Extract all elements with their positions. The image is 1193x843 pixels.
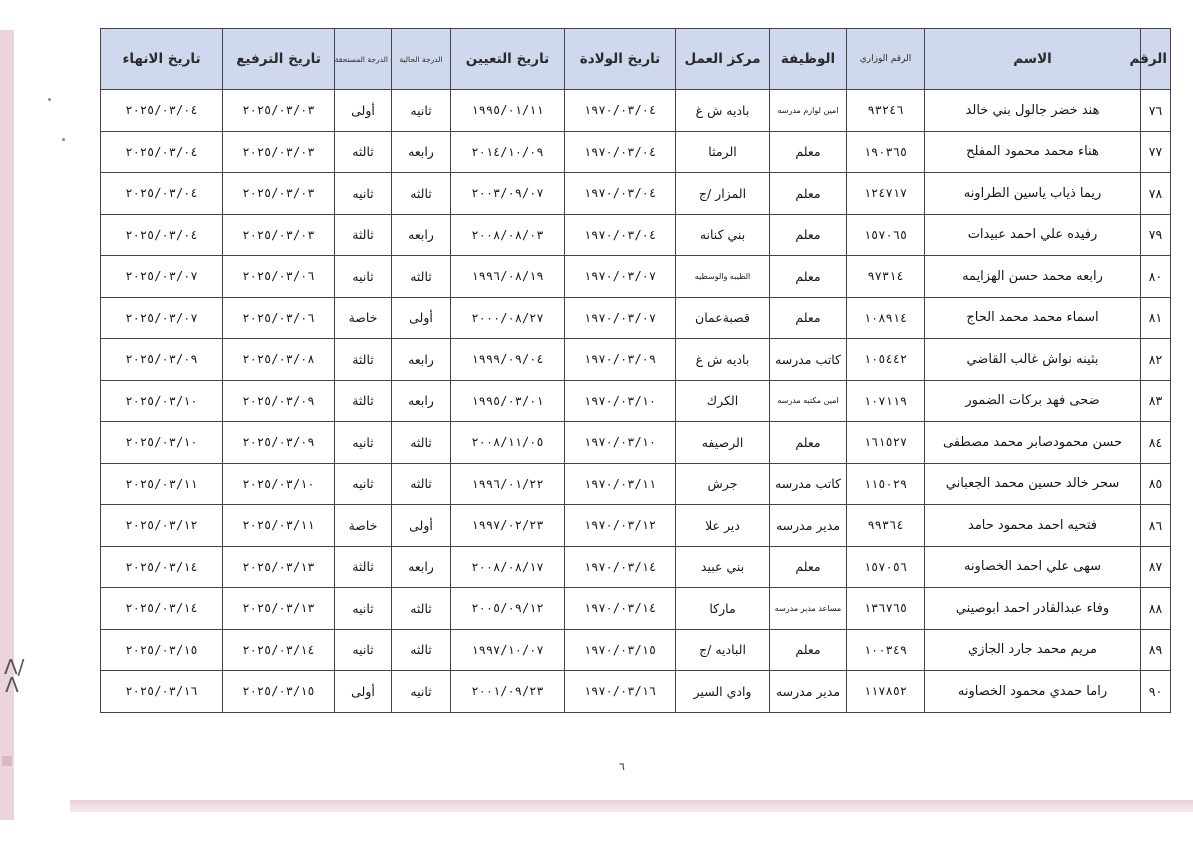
- cell-promotion-date: ٢٠٢٥/٠٣/٠٩: [223, 380, 335, 422]
- cell-job: معلم: [770, 131, 847, 173]
- cell-current-grade: ثالثه: [392, 588, 451, 630]
- cell-promotion-date: ٢٠٢٥/٠٣/١٥: [223, 671, 335, 713]
- cell-national-id: ١١٧٨٥٢: [847, 671, 925, 713]
- cell-promotion-date: ٢٠٢٥/٠٣/٠٨: [223, 339, 335, 381]
- cell-grade-claimed: ثانيه: [335, 629, 392, 671]
- cell-appointment-date: ٢٠٠٨/٠٨/١٧: [451, 546, 565, 588]
- cell-work-center: جرش: [676, 463, 770, 505]
- col-header-seq: الرقم: [1141, 29, 1171, 90]
- cell-national-id: ١١٥٠٢٩: [847, 463, 925, 505]
- cell-seq: ٩٠: [1141, 671, 1171, 713]
- cell-end-date: ٢٠٢٥/٠٣/٠٤: [101, 214, 223, 256]
- cell-current-grade: ثالثه: [392, 463, 451, 505]
- cell-end-date: ٢٠٢٥/٠٣/١٥: [101, 629, 223, 671]
- cell-promotion-date: ٢٠٢٥/٠٣/١٤: [223, 629, 335, 671]
- cell-birth-date: ١٩٧٠/٠٣/٠٤: [565, 173, 676, 215]
- cell-promotion-date: ٢٠٢٥/٠٣/١٠: [223, 463, 335, 505]
- col-header-work-center: مركز العمل: [676, 29, 770, 90]
- table-row: [101, 505, 1171, 547]
- cell-birth-date: ١٩٧٠/٠٣/١٥: [565, 629, 676, 671]
- cell-appointment-date: ٢٠٠١/٠٩/٢٣: [451, 671, 565, 713]
- cell-birth-date: ١٩٧٠/٠٣/١٠: [565, 380, 676, 422]
- cell-promotion-date: ٢٠٢٥/٠٣/٠٩: [223, 422, 335, 464]
- col-header-job: الوظيفة: [770, 29, 847, 90]
- table-row: [101, 546, 1171, 588]
- cell-current-grade: ثالثه: [392, 256, 451, 298]
- cell-end-date: ٢٠٢٥/٠٣/٠٧: [101, 297, 223, 339]
- cell-birth-date: ١٩٧٠/٠٣/٠٧: [565, 297, 676, 339]
- cell-national-id: ١٦١٥٢٧: [847, 422, 925, 464]
- cell-appointment-date: ١٩٩٦/٠٨/١٩: [451, 256, 565, 298]
- cell-grade-claimed: ثالثة: [335, 214, 392, 256]
- table-row: [101, 629, 1171, 671]
- cell-birth-date: ١٩٧٠/٠٣/٠٩: [565, 339, 676, 381]
- cell-grade-claimed: خاصة: [335, 297, 392, 339]
- table-row: [101, 131, 1171, 173]
- col-header-end-date: تاريخ الانهاء: [101, 29, 223, 90]
- cell-work-center: بني عبيد: [676, 546, 770, 588]
- cell-birth-date: ١٩٧٠/٠٣/١٠: [565, 422, 676, 464]
- cell-work-center: الرصيفه: [676, 422, 770, 464]
- col-header-appointment-date: تاريخ التعيين: [451, 29, 565, 90]
- cell-seq: ٨٧: [1141, 546, 1171, 588]
- cell-appointment-date: ١٩٩٩/٠٩/٠٤: [451, 339, 565, 381]
- scan-speck: [62, 138, 65, 141]
- page-shadow: [70, 800, 1193, 812]
- cell-name: اسماء محمد محمد الحاج: [925, 297, 1141, 339]
- cell-current-grade: ثانيه: [392, 90, 451, 132]
- cell-job: معلم: [770, 214, 847, 256]
- cell-work-center: قصبةعمان: [676, 297, 770, 339]
- cell-grade-claimed: ثانيه: [335, 463, 392, 505]
- cell-grade-claimed: أولى: [335, 90, 392, 132]
- cell-name: ضحى فهد بركات الضمور: [925, 380, 1141, 422]
- cell-national-id: ١٣٦٧٦٥: [847, 588, 925, 630]
- col-header-birth-date: تاريخ الولادة: [565, 29, 676, 90]
- cell-promotion-date: ٢٠٢٥/٠٣/٠٣: [223, 173, 335, 215]
- cell-end-date: ٢٠٢٥/٠٣/١٤: [101, 588, 223, 630]
- cell-end-date: ٢٠٢٥/٠٣/٠٤: [101, 90, 223, 132]
- cell-current-grade: رابعه: [392, 214, 451, 256]
- cell-current-grade: رابعه: [392, 131, 451, 173]
- cell-current-grade: أولى: [392, 297, 451, 339]
- cell-job: معلم: [770, 256, 847, 298]
- cell-grade-claimed: ثالثة: [335, 380, 392, 422]
- side-mark-square: [2, 756, 12, 766]
- cell-birth-date: ١٩٧٠/٠٣/١٦: [565, 671, 676, 713]
- cell-name: راما حمدي محمود الخصاونه: [925, 671, 1141, 713]
- cell-grade-claimed: ثالثة: [335, 546, 392, 588]
- cell-job: معلم: [770, 422, 847, 464]
- table-row: [101, 339, 1171, 381]
- cell-national-id: ٩٧٣١٤: [847, 256, 925, 298]
- cell-job: مدير مدرسه: [770, 671, 847, 713]
- cell-appointment-date: ١٩٩٥/٠٣/٠١: [451, 380, 565, 422]
- table-row: [101, 297, 1171, 339]
- cell-end-date: ٢٠٢٥/٠٣/١٠: [101, 380, 223, 422]
- cell-seq: ٨٤: [1141, 422, 1171, 464]
- cell-end-date: ٢٠٢٥/٠٣/٠٤: [101, 173, 223, 215]
- cell-national-id: ١٩٠٣٦٥: [847, 131, 925, 173]
- cell-promotion-date: ٢٠٢٥/٠٣/١١: [223, 505, 335, 547]
- cell-grade-claimed: ثانيه: [335, 422, 392, 464]
- cell-work-center: الرمثا: [676, 131, 770, 173]
- cell-birth-date: ١٩٧٠/٠٣/١٤: [565, 546, 676, 588]
- cell-work-center: الكرك: [676, 380, 770, 422]
- cell-job: امين مكتبه مدرسه: [770, 380, 847, 422]
- cell-name: ريما ذياب ياسين الطراونه: [925, 173, 1141, 215]
- cell-name: بثينه نواش غالب القاضي: [925, 339, 1141, 381]
- cell-national-id: ١٥٧٠٥٦: [847, 546, 925, 588]
- cell-birth-date: ١٩٧٠/٠٣/٠٤: [565, 131, 676, 173]
- cell-end-date: ٢٠٢٥/٠٣/٠٤: [101, 131, 223, 173]
- cell-seq: ٨٥: [1141, 463, 1171, 505]
- cell-current-grade: ثالثه: [392, 422, 451, 464]
- cell-work-center: الطيبه والوسطيه: [676, 256, 770, 298]
- cell-seq: ٧٨: [1141, 173, 1171, 215]
- cell-name: وفاء عبدالقادر احمد ابوصيني: [925, 588, 1141, 630]
- cell-promotion-date: ٢٠٢٥/٠٣/٠٦: [223, 256, 335, 298]
- cell-work-center: باديه ش غ: [676, 90, 770, 132]
- page-number: ٦: [619, 760, 625, 773]
- cell-end-date: ٢٠٢٥/٠٣/١٠: [101, 422, 223, 464]
- cell-job: كاتب مدرسه: [770, 339, 847, 381]
- cell-name: فتحيه احمد محمود حامد: [925, 505, 1141, 547]
- cell-promotion-date: ٢٠٢٥/٠٣/٠٣: [223, 214, 335, 256]
- cell-job: مساعد مدير مدرسه: [770, 588, 847, 630]
- cell-promotion-date: ٢٠٢٥/٠٣/٠٣: [223, 131, 335, 173]
- cell-name: رابعه محمد حسن الهزايمه: [925, 256, 1141, 298]
- cell-current-grade: رابعه: [392, 339, 451, 381]
- cell-job: معلم: [770, 173, 847, 215]
- cell-national-id: ١٠٧١١٩: [847, 380, 925, 422]
- cell-national-id: ١٠٠٣٤٩: [847, 629, 925, 671]
- cell-work-center: المزار /ج: [676, 173, 770, 215]
- cell-birth-date: ١٩٧٠/٠٣/٠٤: [565, 214, 676, 256]
- cell-national-id: ١٢٤٧١٧: [847, 173, 925, 215]
- table-body: [101, 90, 1171, 713]
- scan-speck: [48, 98, 51, 101]
- cell-name: سحر خالد حسين محمد الجعباني: [925, 463, 1141, 505]
- cell-appointment-date: ٢٠٠٥/٠٩/١٢: [451, 588, 565, 630]
- cell-current-grade: ثالثه: [392, 629, 451, 671]
- table-row: [101, 214, 1171, 256]
- cell-end-date: ٢٠٢٥/٠٣/٠٩: [101, 339, 223, 381]
- cell-current-grade: ثانيه: [392, 671, 451, 713]
- col-header-grade-claimed: الدرجة المستحقة: [335, 29, 392, 90]
- cell-national-id: ٩٣٢٤٦: [847, 90, 925, 132]
- cell-promotion-date: ٢٠٢٥/٠٣/٠٣: [223, 90, 335, 132]
- cell-work-center: باديه ش غ: [676, 339, 770, 381]
- col-header-name: الاسم: [925, 29, 1141, 90]
- cell-seq: ٧٦: [1141, 90, 1171, 132]
- table-row: [101, 380, 1171, 422]
- cell-end-date: ٢٠٢٥/٠٣/١٤: [101, 546, 223, 588]
- cell-work-center: وادي السير: [676, 671, 770, 713]
- cell-grade-claimed: ثانيه: [335, 588, 392, 630]
- cell-work-center: دير علا: [676, 505, 770, 547]
- cell-grade-claimed: ثانيه: [335, 173, 392, 215]
- cell-seq: ٨٦: [1141, 505, 1171, 547]
- cell-promotion-date: ٢٠٢٥/٠٣/١٣: [223, 588, 335, 630]
- cell-appointment-date: ٢٠٠٣/٠٩/٠٧: [451, 173, 565, 215]
- cell-national-id: ١٠٥٤٤٢: [847, 339, 925, 381]
- cell-grade-claimed: ثالثه: [335, 131, 392, 173]
- cell-appointment-date: ٢٠٠٨/٠٨/٠٣: [451, 214, 565, 256]
- employee-promotion-table: [100, 28, 1171, 713]
- cell-seq: ٧٩: [1141, 214, 1171, 256]
- cell-seq: ٨١: [1141, 297, 1171, 339]
- col-header-promotion-date: تاريخ الترفيع: [223, 29, 335, 90]
- cell-appointment-date: ١٩٩٧/١٠/٠٧: [451, 629, 565, 671]
- table-row: [101, 173, 1171, 215]
- cell-job: مدير مدرسه: [770, 505, 847, 547]
- cell-grade-claimed: أولى: [335, 671, 392, 713]
- cell-seq: ٨٢: [1141, 339, 1171, 381]
- cell-birth-date: ١٩٧٠/٠٣/٠٧: [565, 256, 676, 298]
- cell-appointment-date: ٢٠١٤/١٠/٠٩: [451, 131, 565, 173]
- cell-name: هند خضر جالول بني خالد: [925, 90, 1141, 132]
- cell-name: رفيده علي احمد عبيدات: [925, 214, 1141, 256]
- cell-job: معلم: [770, 297, 847, 339]
- cell-birth-date: ١٩٧٠/٠٣/١٢: [565, 505, 676, 547]
- cell-current-grade: رابعه: [392, 380, 451, 422]
- col-header-current-grade: الدرجة الحالية: [392, 29, 451, 90]
- table-row: [101, 588, 1171, 630]
- cell-seq: ٨٨: [1141, 588, 1171, 630]
- cell-birth-date: ١٩٧٠/٠٣/١٤: [565, 588, 676, 630]
- cell-promotion-date: ٢٠٢٥/٠٣/٠٦: [223, 297, 335, 339]
- cell-seq: ٨٩: [1141, 629, 1171, 671]
- side-page-mark: Ʌ/Ʌ: [4, 655, 25, 697]
- cell-end-date: ٢٠٢٥/٠٣/٠٧: [101, 256, 223, 298]
- cell-current-grade: أولى: [392, 505, 451, 547]
- cell-national-id: ١٥٧٠٦٥: [847, 214, 925, 256]
- cell-current-grade: رابعه: [392, 546, 451, 588]
- cell-national-id: ١٠٨٩١٤: [847, 297, 925, 339]
- cell-seq: ٧٧: [1141, 131, 1171, 173]
- cell-job: معلم: [770, 629, 847, 671]
- header-row: [101, 29, 1171, 90]
- cell-work-center: ماركا: [676, 588, 770, 630]
- cell-job: امين لوازم مدرسه: [770, 90, 847, 132]
- cell-seq: ٨٣: [1141, 380, 1171, 422]
- cell-appointment-date: ١٩٩٥/٠١/١١: [451, 90, 565, 132]
- cell-appointment-date: ٢٠٠٨/١١/٠٥: [451, 422, 565, 464]
- cell-name: سهى علي احمد الخصاونه: [925, 546, 1141, 588]
- cell-work-center: الباديه /ج: [676, 629, 770, 671]
- cell-birth-date: ١٩٧٠/٠٣/٠٤: [565, 90, 676, 132]
- cell-grade-claimed: خاصة: [335, 505, 392, 547]
- cell-appointment-date: ٢٠٠٠/٠٨/٢٧: [451, 297, 565, 339]
- cell-name: مريم محمد جارد الجازي: [925, 629, 1141, 671]
- cell-seq: ٨٠: [1141, 256, 1171, 298]
- table-row: [101, 90, 1171, 132]
- col-header-national-id: الرقم الوزاري: [847, 29, 925, 90]
- table-row: [101, 463, 1171, 505]
- cell-promotion-date: ٢٠٢٥/٠٣/١٣: [223, 546, 335, 588]
- cell-appointment-date: ١٩٩٦/٠١/٢٢: [451, 463, 565, 505]
- table-row: [101, 422, 1171, 464]
- cell-job: معلم: [770, 546, 847, 588]
- cell-appointment-date: ١٩٩٧/٠٢/٢٣: [451, 505, 565, 547]
- cell-grade-claimed: ثانيه: [335, 256, 392, 298]
- cell-job: كاتب مدرسه: [770, 463, 847, 505]
- cell-work-center: بني كنانه: [676, 214, 770, 256]
- cell-grade-claimed: ثالثة: [335, 339, 392, 381]
- page-edge: [0, 30, 14, 820]
- cell-current-grade: ثالثه: [392, 173, 451, 215]
- table-row: [101, 256, 1171, 298]
- cell-name: هناء محمد محمود المفلح: [925, 131, 1141, 173]
- cell-end-date: ٢٠٢٥/٠٣/١١: [101, 463, 223, 505]
- cell-national-id: ٩٩٣٦٤: [847, 505, 925, 547]
- table-row: [101, 671, 1171, 713]
- cell-name: حسن محمودصابر محمد مصطفى: [925, 422, 1141, 464]
- cell-birth-date: ١٩٧٠/٠٣/١١: [565, 463, 676, 505]
- cell-end-date: ٢٠٢٥/٠٣/١٢: [101, 505, 223, 547]
- cell-end-date: ٢٠٢٥/٠٣/١٦: [101, 671, 223, 713]
